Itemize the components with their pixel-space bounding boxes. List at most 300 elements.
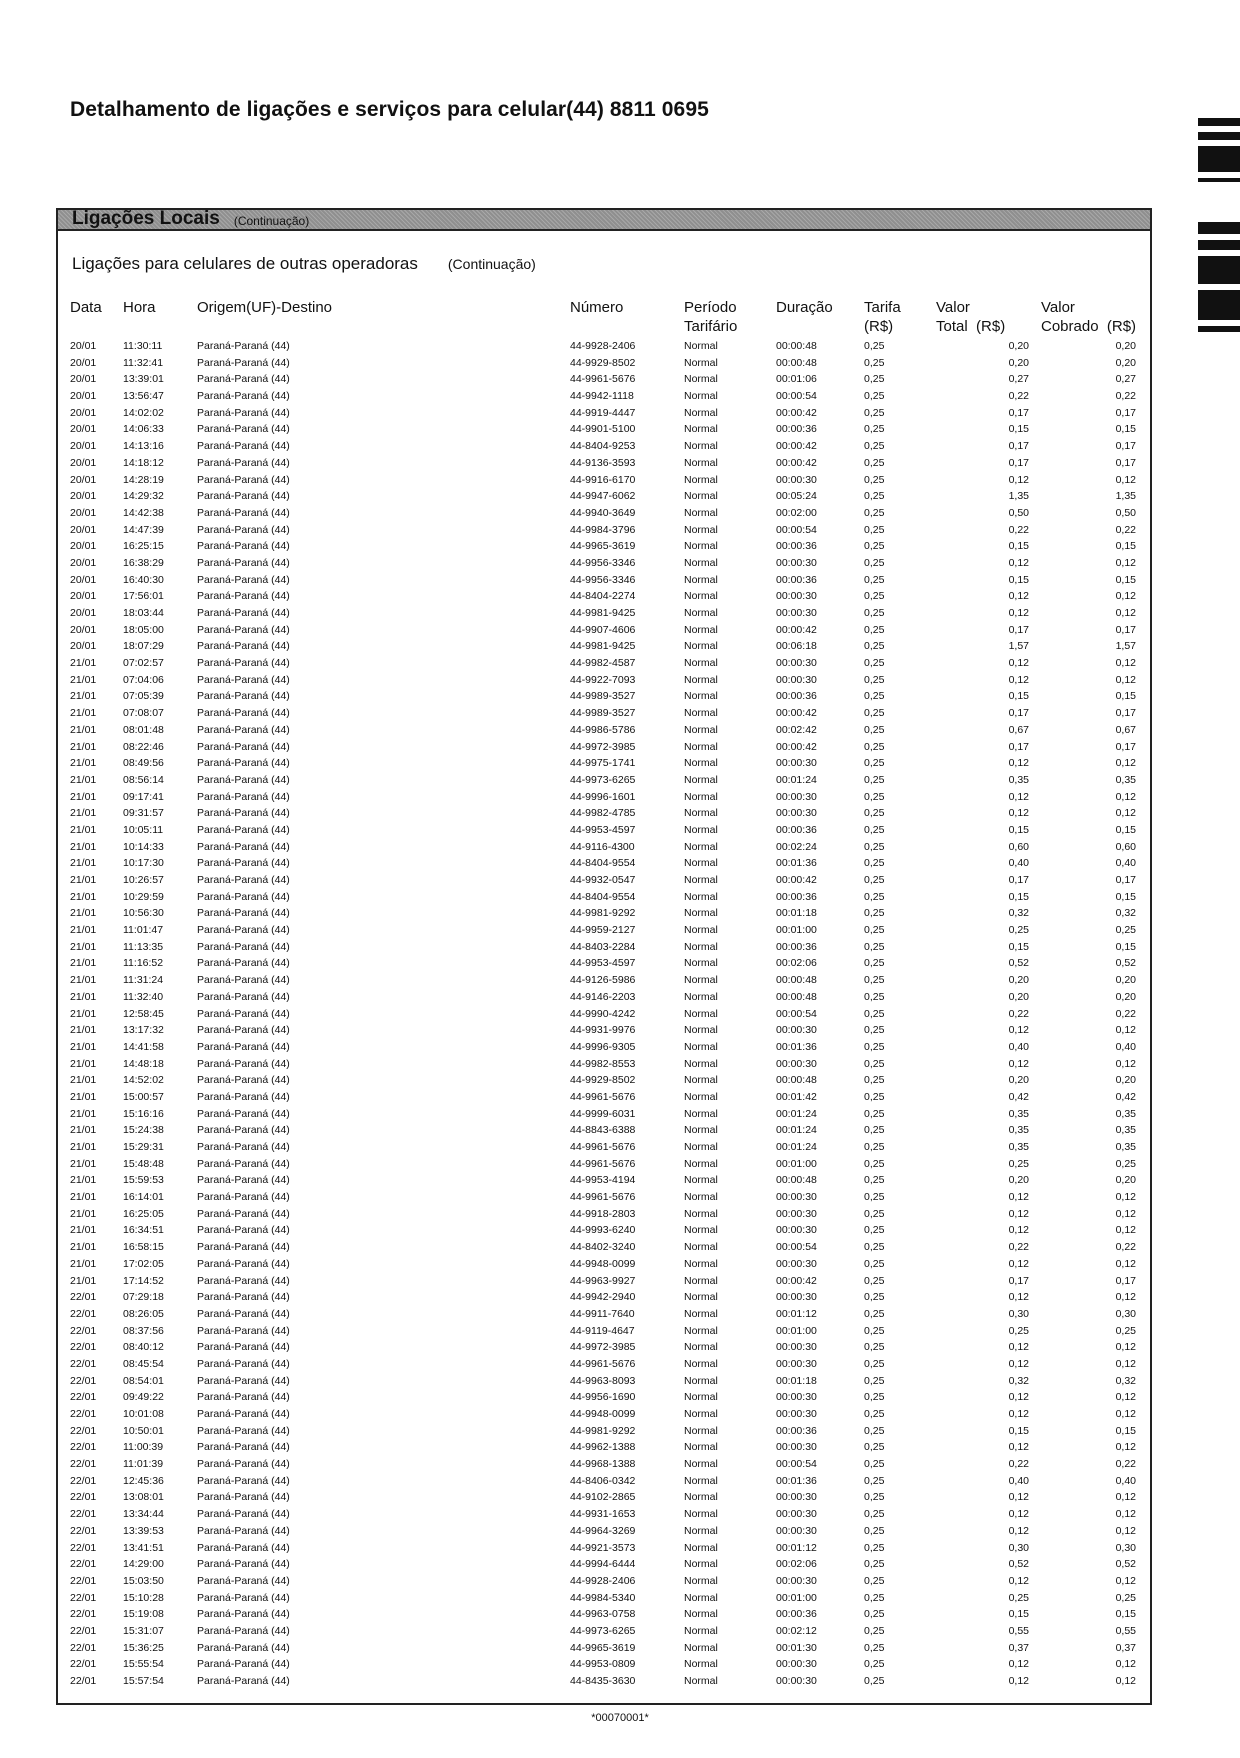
cell-data: 22/01 [70, 1608, 97, 1621]
cell-numero: 44-9961-5676 [570, 1141, 636, 1153]
cell-duracao: 00:00:30 [776, 1574, 817, 1587]
cell-valor-cobrado: 0,15 [1115, 690, 1136, 703]
col-tarifa-line2: (R$) [864, 318, 894, 335]
table-row [70, 1373, 1136, 1390]
cell-tarifa: 0,25 [864, 1007, 885, 1020]
cell-data: 22/01 [70, 1574, 97, 1587]
cell-duracao: 00:00:30 [776, 757, 817, 770]
cell-numero: 44-9907-4606 [570, 623, 636, 636]
cell-tarifa: 0,25 [864, 440, 885, 453]
cell-valor-total: 0,12 [1008, 1508, 1029, 1521]
cell-hora: 10:05:11 [123, 823, 164, 836]
cell-hora: 16:40:30 [123, 573, 164, 586]
table-row [70, 1523, 1136, 1540]
cell-numero: 44-9928-2406 [570, 1574, 636, 1587]
cell-data: 22/01 [70, 1508, 97, 1521]
cell-data: 21/01 [70, 773, 97, 786]
cell-data: 22/01 [70, 1624, 97, 1637]
cell-origem: Paraná-Paraná (44) [197, 423, 290, 436]
cell-duracao: 00:00:42 [776, 406, 817, 419]
cell-periodo: Normal [684, 1574, 718, 1587]
cell-valor-total: 0,30 [1008, 1307, 1029, 1320]
col-periodo-line2: Tarifário [684, 318, 738, 335]
table-row [70, 1222, 1136, 1239]
cell-numero: 44-9102-2865 [570, 1491, 636, 1504]
cell-data: 22/01 [70, 1591, 97, 1604]
cell-periodo: Normal [684, 506, 718, 519]
cell-hora: 13:34:44 [123, 1508, 164, 1521]
cell-hora: 14:48:18 [123, 1057, 164, 1070]
table-row [70, 1289, 1136, 1306]
cell-origem: Paraná-Paraná (44) [197, 740, 290, 753]
cell-valor-cobrado: 0,25 [1115, 1157, 1136, 1170]
cell-numero: 44-9963-8093 [570, 1374, 636, 1387]
cell-valor-cobrado: 0,12 [1115, 607, 1136, 619]
cell-valor-cobrado: 0,12 [1115, 790, 1136, 803]
cell-hora: 10:14:33 [123, 840, 164, 853]
cell-hora: 13:17:32 [123, 1024, 164, 1037]
table-row [70, 955, 1136, 972]
cell-origem: Paraná-Paraná (44) [197, 1191, 290, 1204]
cell-tarifa: 0,25 [864, 490, 885, 503]
cell-origem: Paraná-Paraná (44) [197, 673, 290, 686]
table-row [70, 371, 1136, 388]
cell-numero: 44-9932-0547 [570, 874, 636, 886]
cell-tarifa: 0,25 [864, 890, 885, 903]
cell-duracao: 00:00:30 [776, 1257, 817, 1270]
cell-valor-cobrado: 0,15 [1115, 823, 1136, 836]
cell-origem: Paraná-Paraná (44) [197, 1424, 290, 1437]
cell-numero: 44-9931-9976 [570, 1024, 636, 1037]
cell-hora: 13:56:47 [123, 390, 164, 403]
cell-valor-total: 0,22 [1008, 1458, 1029, 1471]
cell-data: 22/01 [70, 1391, 97, 1404]
cell-numero: 44-9982-4587 [570, 657, 636, 670]
cell-periodo: Normal [684, 907, 718, 920]
cell-tarifa: 0,25 [864, 456, 885, 469]
cell-duracao: 00:01:30 [776, 1641, 817, 1654]
table-row [70, 1022, 1136, 1039]
cell-hora: 14:06:33 [123, 423, 164, 436]
cell-data: 21/01 [70, 890, 97, 903]
cell-data: 21/01 [70, 1024, 97, 1037]
subsection-continuation: (Continuação) [447, 256, 536, 272]
table-row [70, 839, 1136, 856]
cell-origem: Paraná-Paraná (44) [197, 1090, 290, 1103]
cell-numero: 44-8406-0342 [570, 1474, 636, 1487]
cell-periodo: Normal [684, 607, 718, 619]
cell-numero: 44-9972-3985 [570, 740, 636, 753]
cell-duracao: 00:00:42 [776, 874, 817, 886]
cell-data: 21/01 [70, 707, 97, 720]
cell-duracao: 00:00:36 [776, 1424, 817, 1437]
cell-numero: 44-9968-1388 [570, 1458, 636, 1471]
cell-hora: 14:47:39 [123, 523, 164, 536]
cell-valor-total: 0,15 [1008, 573, 1029, 586]
cell-origem: Paraná-Paraná (44) [197, 1491, 290, 1504]
cell-periodo: Normal [684, 1474, 718, 1487]
cell-tarifa: 0,25 [864, 1391, 885, 1404]
col-duracao: Duração [776, 299, 833, 316]
cell-numero: 44-9989-3527 [570, 707, 636, 720]
table-row [70, 1640, 1136, 1657]
cell-valor-total: 0,17 [1008, 1274, 1029, 1287]
table-row [70, 338, 1136, 355]
table-row [70, 1389, 1136, 1406]
cell-numero: 44-9963-0758 [570, 1608, 636, 1621]
cell-numero: 44-9973-6265 [570, 773, 636, 786]
cell-numero: 44-9996-1601 [570, 790, 636, 803]
cell-hora: 17:56:01 [123, 590, 164, 603]
cell-numero: 44-9961-5676 [570, 373, 636, 386]
cell-data: 21/01 [70, 940, 97, 953]
cell-hora: 16:25:05 [123, 1207, 164, 1220]
table-row [70, 1423, 1136, 1440]
cell-origem: Paraná-Paraná (44) [197, 1124, 290, 1137]
cell-tarifa: 0,25 [864, 1591, 885, 1604]
table-row [70, 1172, 1136, 1189]
cell-origem: Paraná-Paraná (44) [197, 940, 290, 953]
cell-valor-total: 0,20 [1008, 1074, 1029, 1087]
cell-hora: 11:31:24 [123, 974, 164, 987]
cell-origem: Paraná-Paraná (44) [197, 890, 290, 903]
table-row [70, 1306, 1136, 1323]
cell-duracao: 00:01:36 [776, 1040, 817, 1053]
cell-data: 21/01 [70, 1141, 97, 1153]
cell-hora: 10:56:30 [123, 907, 164, 920]
cell-periodo: Normal [684, 373, 718, 386]
cell-periodo: Normal [684, 423, 718, 436]
cell-valor-cobrado: 0,12 [1115, 1357, 1136, 1370]
cell-valor-cobrado: 0,25 [1115, 924, 1136, 937]
cell-periodo: Normal [684, 1624, 718, 1637]
cell-tarifa: 0,25 [864, 740, 885, 753]
cell-numero: 44-9929-8502 [570, 356, 636, 369]
cell-data: 20/01 [70, 523, 97, 536]
cell-valor-cobrado: 0,32 [1115, 1374, 1136, 1387]
table-row [70, 355, 1136, 372]
cell-valor-total: 0,12 [1008, 1357, 1029, 1370]
cell-valor-total: 0,20 [1008, 340, 1029, 352]
cell-hora: 13:41:51 [123, 1541, 164, 1554]
cell-tarifa: 0,25 [864, 640, 885, 653]
cell-periodo: Normal [684, 1374, 718, 1387]
cell-duracao: 00:01:36 [776, 857, 817, 870]
cell-periodo: Normal [684, 1040, 718, 1053]
section-box [56, 208, 1152, 1705]
cell-periodo: Normal [684, 740, 718, 753]
cell-duracao: 00:00:42 [776, 456, 817, 469]
cell-origem: Paraná-Paraná (44) [197, 1007, 290, 1020]
cell-valor-cobrado: 0,12 [1115, 1291, 1136, 1304]
cell-periodo: Normal [684, 940, 718, 953]
cell-hora: 18:05:00 [123, 623, 164, 636]
cell-numero: 44-9942-2940 [570, 1291, 636, 1304]
table-row [70, 739, 1136, 756]
cell-numero: 44-9953-0809 [570, 1658, 636, 1671]
col-data: Data [70, 299, 102, 316]
cell-periodo: Normal [684, 690, 718, 703]
cell-data: 21/01 [70, 1007, 97, 1020]
cell-tarifa: 0,25 [864, 406, 885, 419]
cell-duracao: 00:00:48 [776, 340, 817, 352]
cell-numero: 44-9953-4194 [570, 1174, 636, 1187]
table-row [70, 1656, 1136, 1673]
cell-data: 21/01 [70, 673, 97, 686]
cell-numero: 44-9942-1118 [570, 390, 634, 403]
cell-valor-cobrado: 0,20 [1115, 340, 1136, 352]
cell-tarifa: 0,25 [864, 924, 885, 937]
cell-duracao: 00:00:30 [776, 1224, 817, 1237]
cell-valor-total: 1,57 [1008, 640, 1029, 653]
cell-duracao: 00:00:48 [776, 1074, 817, 1087]
table-row [70, 588, 1136, 605]
cell-valor-total: 0,20 [1008, 990, 1029, 1003]
table-row [70, 1072, 1136, 1089]
cell-tarifa: 0,25 [864, 1558, 885, 1571]
cell-periodo: Normal [684, 1524, 718, 1537]
cell-origem: Paraná-Paraná (44) [197, 1341, 290, 1354]
cell-duracao: 00:00:30 [776, 590, 817, 603]
cell-numero: 44-8404-9554 [570, 890, 636, 903]
cell-duracao: 00:00:30 [776, 1441, 817, 1454]
cell-valor-cobrado: 0,12 [1115, 1191, 1136, 1204]
cell-hora: 11:16:52 [123, 957, 164, 970]
cell-tarifa: 0,25 [864, 1408, 885, 1420]
cell-duracao: 00:01:24 [776, 773, 817, 786]
cell-duracao: 00:00:42 [776, 623, 817, 636]
cell-periodo: Normal [684, 1207, 718, 1220]
cell-tarifa: 0,25 [864, 707, 885, 720]
cell-numero: 44-8404-9253 [570, 440, 636, 453]
cell-valor-cobrado: 0,50 [1115, 506, 1136, 519]
cell-periodo: Normal [684, 1357, 718, 1370]
cell-duracao: 00:00:42 [776, 440, 817, 453]
cell-data: 21/01 [70, 1040, 97, 1053]
cell-valor-total: 0,12 [1008, 556, 1029, 569]
subsection-title-line [72, 254, 536, 274]
cell-origem: Paraná-Paraná (44) [197, 506, 290, 519]
table-row [70, 889, 1136, 906]
cell-valor-total: 0,35 [1008, 1124, 1029, 1137]
cell-duracao: 00:00:42 [776, 740, 817, 753]
cell-valor-cobrado: 0,15 [1115, 890, 1136, 903]
cell-origem: Paraná-Paraná (44) [197, 1541, 290, 1554]
cell-duracao: 00:00:30 [776, 1057, 817, 1070]
table-row [70, 472, 1136, 489]
cell-periodo: Normal [684, 623, 718, 636]
table-row [70, 1206, 1136, 1223]
cell-valor-cobrado: 0,67 [1115, 723, 1136, 736]
cell-valor-total: 0,12 [1008, 1574, 1029, 1587]
cell-periodo: Normal [684, 556, 718, 569]
cell-data: 21/01 [70, 790, 97, 803]
cell-duracao: 00:01:24 [776, 1107, 817, 1120]
cell-data: 22/01 [70, 1291, 97, 1304]
cell-data: 21/01 [70, 990, 97, 1003]
cell-data: 20/01 [70, 590, 97, 603]
cell-periodo: Normal [684, 1107, 718, 1120]
cell-periodo: Normal [684, 1441, 718, 1454]
cell-data: 21/01 [70, 924, 97, 937]
cell-origem: Paraná-Paraná (44) [197, 957, 290, 970]
cell-origem: Paraná-Paraná (44) [197, 690, 290, 703]
cell-origem: Paraná-Paraná (44) [197, 1524, 290, 1537]
cell-numero: 44-9965-3619 [570, 540, 636, 553]
cell-numero: 44-8404-2274 [570, 590, 636, 603]
side-barcode [1198, 118, 1240, 338]
cell-origem: Paraná-Paraná (44) [197, 406, 290, 419]
cell-origem: Paraná-Paraná (44) [197, 390, 290, 403]
table-row [70, 755, 1136, 772]
cell-duracao: 00:00:36 [776, 690, 817, 703]
cell-hora: 15:31:07 [123, 1624, 164, 1637]
cell-hora: 17:14:52 [123, 1274, 164, 1287]
cell-numero: 44-9947-6062 [570, 490, 636, 503]
cell-tarifa: 0,25 [864, 823, 885, 836]
cell-data: 20/01 [70, 640, 97, 653]
cell-hora: 08:49:56 [123, 757, 164, 770]
cell-duracao: 00:01:18 [776, 1374, 817, 1387]
cell-tarifa: 0,25 [864, 723, 885, 736]
table-row [70, 872, 1136, 889]
cell-tarifa: 0,25 [864, 1307, 885, 1320]
cell-tarifa: 0,25 [864, 1357, 885, 1370]
col-total-line1: Valor [936, 299, 970, 316]
cell-origem: Paraná-Paraná (44) [197, 1508, 290, 1521]
cell-valor-total: 0,55 [1008, 1624, 1029, 1637]
cell-valor-total: 0,40 [1008, 1474, 1029, 1487]
cell-valor-cobrado: 0,12 [1115, 657, 1136, 670]
cell-origem: Paraná-Paraná (44) [197, 1391, 290, 1404]
cell-tarifa: 0,25 [864, 1291, 885, 1304]
col-numero: Número [570, 299, 624, 316]
cell-valor-total: 0,52 [1008, 1558, 1029, 1571]
cell-hora: 10:01:08 [123, 1408, 164, 1420]
cell-data: 21/01 [70, 1191, 97, 1204]
table-row [70, 638, 1136, 655]
cell-numero: 44-9961-5676 [570, 1357, 636, 1370]
cell-hora: 11:01:47 [123, 924, 164, 937]
cell-valor-cobrado: 0,12 [1115, 1257, 1136, 1270]
cell-duracao: 00:00:30 [776, 1524, 817, 1537]
cell-periodo: Normal [684, 823, 718, 836]
cell-numero: 44-9986-5786 [570, 723, 636, 736]
cell-valor-cobrado: 0,35 [1115, 1124, 1136, 1137]
cell-hora: 14:42:38 [123, 506, 164, 519]
cell-numero: 44-9146-2203 [570, 990, 636, 1003]
cell-data: 22/01 [70, 1458, 97, 1471]
cell-origem: Paraná-Paraná (44) [197, 1291, 290, 1304]
cell-origem: Paraná-Paraná (44) [197, 807, 290, 820]
cell-tarifa: 0,25 [864, 1157, 885, 1170]
cell-hora: 16:38:29 [123, 556, 164, 569]
cell-tarifa: 0,25 [864, 773, 885, 786]
table-row [70, 1356, 1136, 1373]
table-row [70, 1106, 1136, 1123]
cell-hora: 14:41:58 [123, 1040, 164, 1053]
cell-duracao: 00:00:54 [776, 390, 817, 403]
cell-duracao: 00:00:30 [776, 1491, 817, 1504]
cell-hora: 09:17:41 [123, 790, 164, 803]
cell-hora: 16:25:15 [123, 540, 164, 553]
cell-data: 21/01 [70, 1207, 97, 1220]
table-header-row [70, 298, 1136, 338]
cell-numero: 44-9916-6170 [570, 473, 636, 486]
table-row [70, 922, 1136, 939]
cell-valor-total: 0,22 [1008, 390, 1029, 403]
col-cobrado-line2: Cobrado (R$) [1041, 318, 1137, 335]
cell-valor-total: 0,12 [1008, 1408, 1029, 1420]
cell-numero: 44-9911-7640 [570, 1307, 635, 1320]
cell-hora: 09:31:57 [123, 807, 164, 820]
cell-duracao: 00:00:48 [776, 974, 817, 987]
cell-periodo: Normal [684, 1641, 718, 1654]
cell-valor-total: 0,20 [1008, 1174, 1029, 1187]
cell-tarifa: 0,25 [864, 1574, 885, 1587]
cell-valor-total: 0,15 [1008, 1424, 1029, 1437]
cell-valor-cobrado: 0,12 [1115, 1441, 1136, 1454]
cell-valor-cobrado: 0,35 [1115, 1141, 1136, 1153]
cell-valor-total: 0,12 [1008, 1391, 1029, 1404]
cell-tarifa: 0,25 [864, 1040, 885, 1053]
cell-valor-total: 0,50 [1008, 506, 1029, 519]
cell-valor-total: 0,20 [1008, 974, 1029, 987]
cell-hora: 14:29:32 [123, 490, 164, 503]
cell-periodo: Normal [684, 356, 718, 369]
cell-valor-total: 0,12 [1008, 590, 1029, 603]
cell-valor-cobrado: 0,17 [1115, 740, 1136, 753]
col-tarifa-line1: Tarifa [864, 299, 901, 316]
cell-numero: 44-9965-3619 [570, 1641, 636, 1654]
cell-origem: Paraná-Paraná (44) [197, 1408, 290, 1420]
cell-duracao: 00:00:30 [776, 607, 817, 619]
cell-tarifa: 0,25 [864, 373, 885, 386]
cell-duracao: 00:00:42 [776, 707, 817, 720]
table-row [70, 722, 1136, 739]
cell-valor-total: 0,37 [1008, 1641, 1029, 1654]
cell-tarifa: 0,25 [864, 1257, 885, 1270]
table-row [70, 1122, 1136, 1139]
cell-origem: Paraná-Paraná (44) [197, 773, 290, 786]
cell-tarifa: 0,25 [864, 473, 885, 486]
cell-valor-cobrado: 0,12 [1115, 757, 1136, 770]
cell-origem: Paraná-Paraná (44) [197, 1608, 290, 1621]
cell-valor-cobrado: 0,12 [1115, 1658, 1136, 1671]
cell-duracao: 00:00:54 [776, 523, 817, 536]
cell-periodo: Normal [684, 857, 718, 870]
cell-valor-total: 0,17 [1008, 440, 1029, 453]
cell-tarifa: 0,25 [864, 673, 885, 686]
cell-periodo: Normal [684, 1408, 718, 1420]
cell-tarifa: 0,25 [864, 1057, 885, 1070]
cell-numero: 44-9994-6444 [570, 1558, 636, 1571]
cell-periodo: Normal [684, 890, 718, 903]
cell-numero: 44-9990-4242 [570, 1007, 636, 1020]
cell-valor-cobrado: 0,25 [1115, 1591, 1136, 1604]
cell-origem: Paraná-Paraná (44) [197, 757, 290, 770]
cell-numero: 44-9961-5676 [570, 1191, 636, 1204]
cell-origem: Paraná-Paraná (44) [197, 840, 290, 853]
cell-duracao: 00:00:54 [776, 1007, 817, 1020]
cell-valor-total: 0,12 [1008, 1658, 1029, 1671]
cell-numero: 44-9981-9425 [570, 607, 636, 619]
cell-tarifa: 0,25 [864, 523, 885, 536]
cell-data: 22/01 [70, 1324, 97, 1337]
cell-data: 21/01 [70, 807, 97, 820]
cell-valor-total: 0,15 [1008, 1608, 1029, 1621]
cell-data: 22/01 [70, 1491, 97, 1504]
